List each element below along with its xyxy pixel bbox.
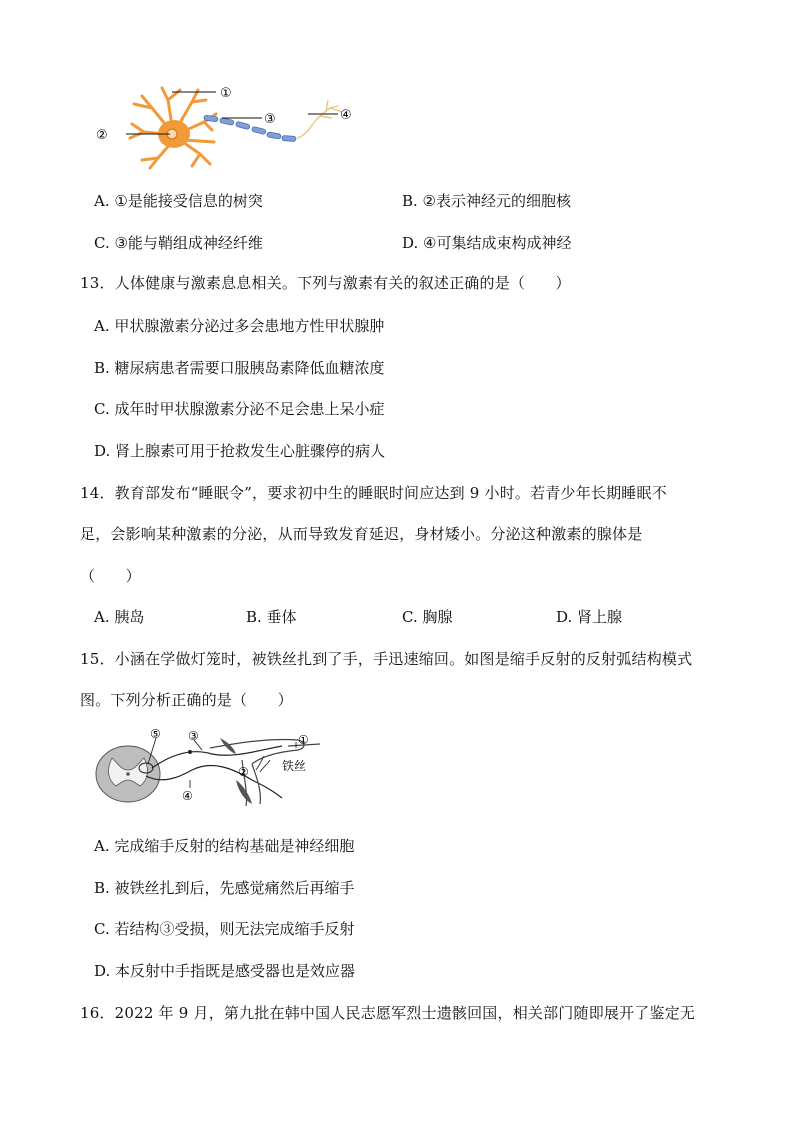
q12-option-c: C. ③能与鞘组成神经纤维 xyxy=(94,234,263,252)
q13-stem: 13．人体健康与激素息息相关。下列与激素有关的叙述正确的是（ ） xyxy=(80,274,571,292)
q13-option-b: B. 糖尿病患者需要口服胰岛素降低血糖浓度 xyxy=(94,359,385,377)
label-2: ② xyxy=(96,128,108,143)
q15-stem-line-1: 15．小涵在学做灯笼时，被铁丝扎到了手，手迅速缩回。如图是缩手反射的反射弧结构模式 xyxy=(80,650,693,668)
label-4: ④ xyxy=(340,108,352,123)
q12-option-d: D. ④可集结成束构成神经 xyxy=(402,234,572,252)
q14-option-b: B. 垂体 xyxy=(246,608,297,626)
reflex-label-4: ④ xyxy=(182,789,193,803)
reflex-label-5: ⑤ xyxy=(150,727,161,741)
q15-option-c: C. 若结构③受损，则无法完成缩手反射 xyxy=(94,920,355,938)
label-3: ③ xyxy=(264,112,276,127)
q13-option-d: D. 肾上腺素可用于抢救发生心脏骤停的病人 xyxy=(94,442,386,460)
q13-option-c: C. 成年时甲状腺激素分泌不足会患上呆小症 xyxy=(94,400,385,418)
q14-stem-line-1: 14．教育部发布“睡眠令”，要求初中生的睡眠时间应达到 9 小时。若青少年长期睡眠不 xyxy=(80,484,667,502)
q16-stem-line-1: 16．2022 年 9 月，第九批在韩中国人民志愿军烈士遗骸回国，相关部门随即展开了鉴定无 xyxy=(80,1004,696,1022)
q14-option-a: A. 胰岛 xyxy=(94,608,145,626)
q14-stem-line-2: 足，会影响某种激素的分泌，从而导致发育延迟，身材矮小。分泌这种激素的腺体是 xyxy=(80,525,643,543)
q15-option-b: B. 被铁丝扎到后，先感觉痛然后再缩手 xyxy=(94,879,355,897)
reflex-label-wire: 铁丝 xyxy=(282,759,307,773)
reflex-arc-figure xyxy=(92,724,332,808)
q15-option-d: D. 本反射中手指既是感受器也是效应器 xyxy=(94,962,356,980)
q15-option-a: A. 完成缩手反射的结构基础是神经细胞 xyxy=(94,837,355,855)
reflex-label-2: ② xyxy=(238,765,249,779)
neuron-figure xyxy=(92,78,362,174)
q15-stem-line-2: 图。下列分析正确的是（ ） xyxy=(80,691,293,709)
reflex-label-1: ① xyxy=(298,733,309,747)
q14-option-d: D. 肾上腺 xyxy=(556,608,623,626)
q13-option-a: A. 甲状腺激素分泌过多会患地方性甲状腺肿 xyxy=(94,317,385,335)
label-1: ① xyxy=(220,86,232,101)
q12-option-a: A. ①是能接受信息的树突 xyxy=(94,192,263,210)
q14-option-c: C. 胸腺 xyxy=(402,608,453,626)
reflex-label-3: ③ xyxy=(188,729,199,743)
q14-stem-line-3: （ ） xyxy=(80,567,141,585)
q12-option-b: B. ②表示神经元的细胞核 xyxy=(402,192,572,210)
